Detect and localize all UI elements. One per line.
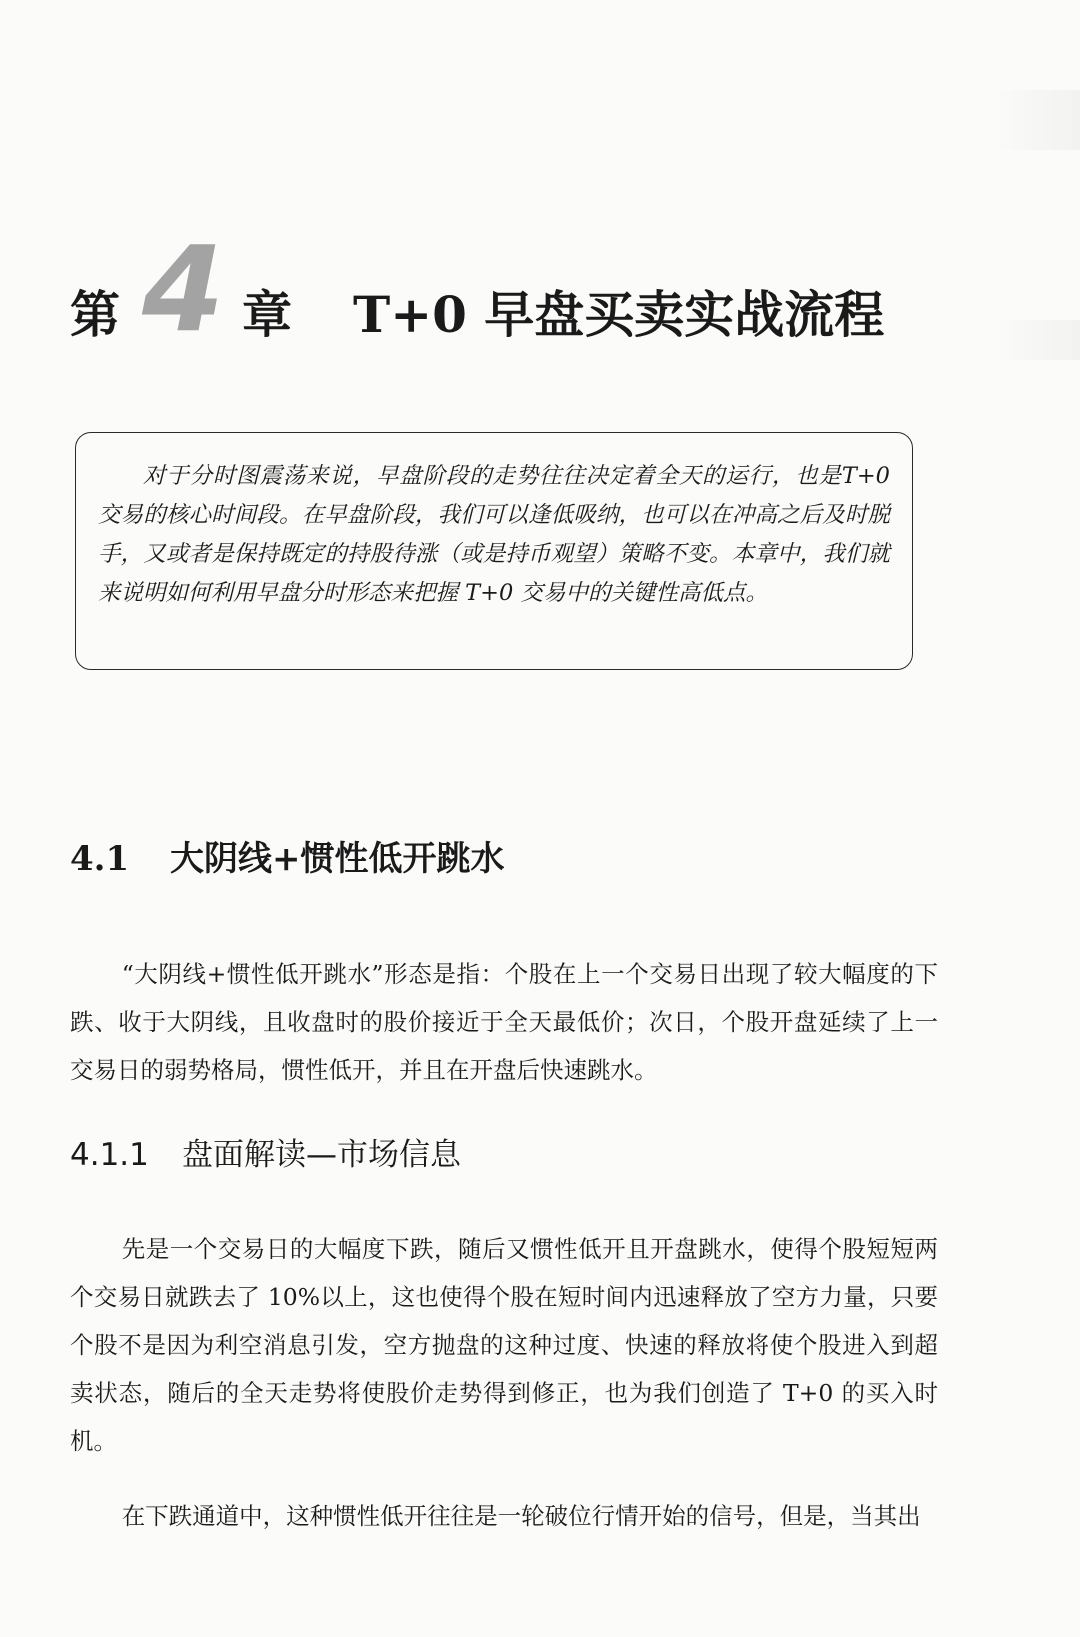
- section-title: 大阴线+惯性低开跳水: [170, 839, 505, 879]
- chapter-title: T+0 早盘买卖实战流程: [353, 285, 885, 344]
- section-heading: [70, 839, 505, 879]
- show-through-artifact: [990, 320, 1080, 360]
- chapter-heading: [70, 220, 970, 360]
- body-paragraph: “大阴线+惯性低开跳水”形态是指：个股在上一个交易日出现了较大幅度的下跌、收于大阴线，且收盘时的股价接近于全天最低价；次日，个股开盘延续了上一交易日的弱势格局，惯性低开，并且在开盘后快速跳水。: [70, 960, 938, 1084]
- subsection-title: 盘面解读—市场信息: [182, 1137, 461, 1173]
- chapter-intro-box: [75, 432, 913, 670]
- show-through-artifact: [990, 90, 1080, 150]
- subsection-number: 4.1.1: [70, 1137, 149, 1173]
- chapter-intro-text: 对于分时图震荡来说，早盘阶段的走势往往决定着全天的运行，也是T+0 交易的核心时间段。在早盘阶段，我们可以逢低吸纳，也可以在冲高之后及时脱手，又或者是保持既定的持股待涨（或是持币观望）策略不变。本章中，我们就来说明如何利用早盘分时形态来把握 T+0 交易中的关键性高低点。: [98, 463, 890, 606]
- subsection-heading: [70, 1137, 461, 1173]
- body-paragraph: 先是一个交易日的大幅度下跌，随后又惯性低开且开盘跳水，使得个股短短两个交易日就跌去了 10%以上，这也使得个股在短时间内迅速释放了空方力量，只要个股不是因为利空消息引发，空方抛盘的这种过度、快速的释放将使个股进入到超卖状态，随后的全天走势将使股价走势得到修正，也为我们创造了 T+0 的买入时机。: [70, 1235, 938, 1455]
- chapter-prefix: 第: [70, 285, 120, 344]
- chapter-number: 4: [142, 220, 225, 358]
- section-number: 4.1: [70, 839, 130, 879]
- chapter-suffix: 章: [242, 285, 292, 344]
- body-paragraph: 在下跌通道中，这种惯性低开往往是一轮破位行情开始的信号，但是，当其出: [121, 1502, 921, 1530]
